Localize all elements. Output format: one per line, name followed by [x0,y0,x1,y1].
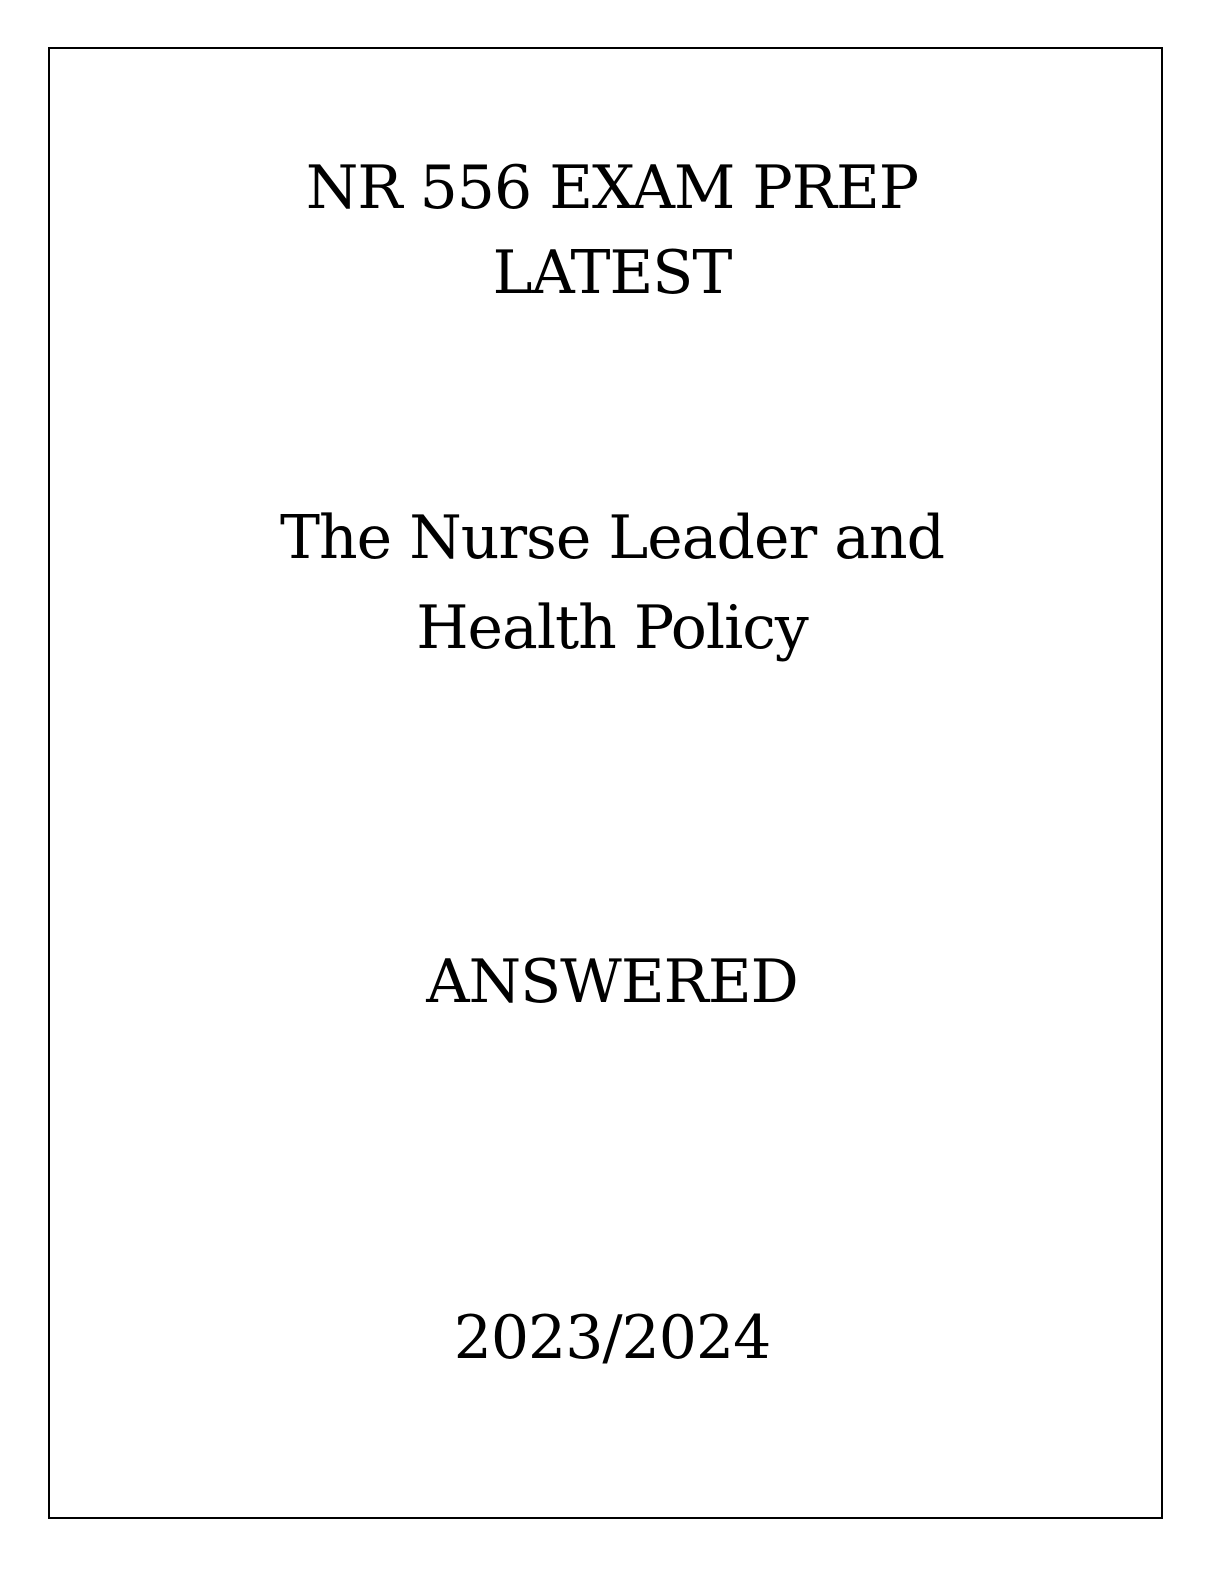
subtitle-line-1: The Nurse Leader and [279,503,945,573]
status-text: ANSWERED [426,947,798,1017]
title-line-1: NR 556 EXAM PREP [305,153,919,223]
year-text: 2023/2024 [453,1303,771,1373]
title-line-2: LATEST [492,238,732,308]
subtitle-line-2: Health Policy [416,593,808,663]
